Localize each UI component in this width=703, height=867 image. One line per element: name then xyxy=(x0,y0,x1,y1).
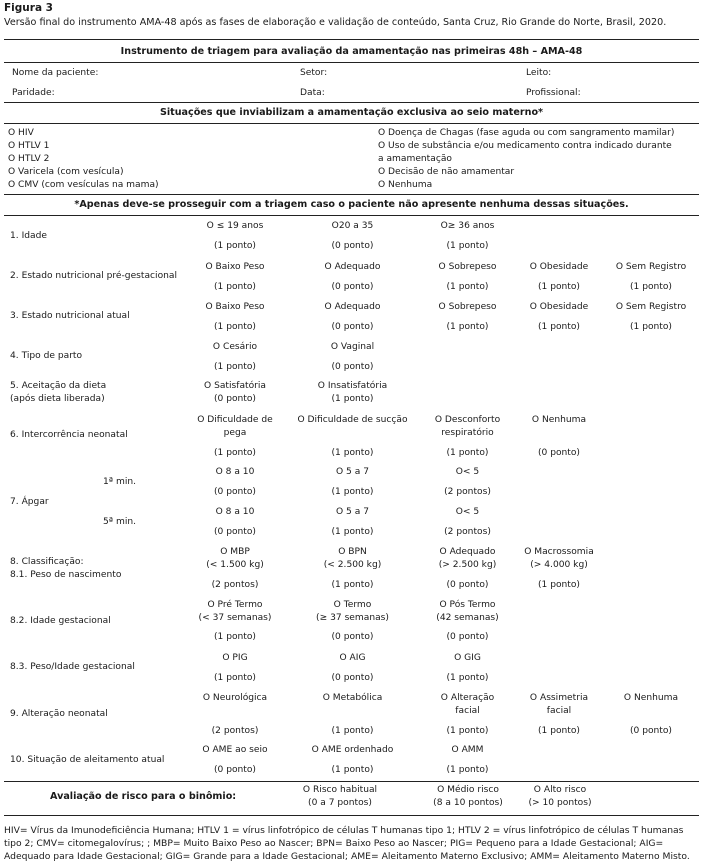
item-label: 8.3. Peso/Idade gestacional xyxy=(10,662,135,672)
points: (1 ponto) xyxy=(331,726,374,736)
option: (≥ 37 semanas) xyxy=(316,613,389,623)
item-label: 9. Alteração neonatal xyxy=(10,709,108,719)
apgar-min1-label: 1ª min. xyxy=(103,477,137,487)
option: O Insatisfatória xyxy=(317,381,388,391)
option: O 5 a 7 xyxy=(336,467,369,477)
figure-label: Figura 3 xyxy=(4,2,53,14)
rule xyxy=(4,194,699,195)
option: O≥ 36 anos xyxy=(440,221,495,231)
item-label: 3. Estado nutricional atual xyxy=(10,311,130,321)
points: (0 ponto) xyxy=(537,448,580,458)
points: (0 ponto) xyxy=(213,487,256,497)
item-label: 7. Ápgar xyxy=(10,497,49,507)
points: (2 pontos) xyxy=(211,580,259,590)
rule xyxy=(4,102,699,103)
option: O Dificuldade de sucção xyxy=(297,415,408,425)
option: O Adequado xyxy=(324,262,381,272)
option: O Sobrepeso xyxy=(438,302,497,312)
points: (0 ponto) xyxy=(446,580,489,590)
option: O Pré Termo xyxy=(207,600,263,610)
option: O Sobrepeso xyxy=(438,262,497,272)
option: O Cesário xyxy=(212,342,258,352)
option: O 8 a 10 xyxy=(215,507,255,517)
option: pega xyxy=(223,428,247,438)
points: (1 ponto) xyxy=(331,527,374,537)
option: respiratório xyxy=(441,428,494,438)
rule xyxy=(4,781,699,782)
risk-option: (8 a 10 pontos) xyxy=(433,798,503,808)
points: (1 ponto) xyxy=(537,322,580,332)
option: O Satisfatória xyxy=(204,381,266,391)
points: (0 ponto) xyxy=(213,527,256,537)
field-leito: Leito: xyxy=(526,68,552,78)
item-label: 4. Tipo de parto xyxy=(10,351,83,361)
points: (1 ponto) xyxy=(446,322,489,332)
situation-right: O Uso de substância e/ou medicamento contra indicado durante xyxy=(378,141,672,151)
field-data: Data: xyxy=(300,88,325,98)
points: (2 pontos) xyxy=(444,487,491,497)
situation-left: O CMV (com vesículas na mama) xyxy=(8,180,159,190)
points: (0 ponto) xyxy=(331,282,374,292)
field-paridade: Paridade: xyxy=(12,88,55,98)
points: (1 ponto) xyxy=(331,765,374,775)
situation-left: O Varicela (com vesícula) xyxy=(8,167,124,177)
item-label: 10. Situação de aleitamento atual xyxy=(10,755,165,765)
option: O ≤ 19 anos xyxy=(206,221,264,231)
item-label: 2. Estado nutricional pré-gestacional xyxy=(10,271,177,281)
points: (1 ponto) xyxy=(629,322,672,332)
rule-top xyxy=(4,39,699,40)
option: O Adequado xyxy=(324,302,381,312)
option: O Termo xyxy=(333,600,372,610)
points: (0 ponto) xyxy=(331,322,374,332)
points: (1 ponto) xyxy=(331,394,374,404)
points: (1 ponto) xyxy=(331,448,374,458)
option: O Baixo Peso xyxy=(205,302,265,312)
situation-left: O HTLV 2 xyxy=(8,154,50,164)
points: (1 ponto) xyxy=(446,726,489,736)
points: (1 ponto) xyxy=(629,282,672,292)
points: (1 ponto) xyxy=(331,580,374,590)
option: O PIG xyxy=(222,653,248,663)
option: (< 2.500 kg) xyxy=(323,560,382,570)
situation-left: O HIV xyxy=(8,128,34,138)
situation-right: O Nenhuma xyxy=(378,180,433,190)
option: O 8 a 10 xyxy=(215,467,255,477)
option: O Dificuldade de xyxy=(197,415,273,425)
option: O Nenhuma xyxy=(531,415,587,425)
rule xyxy=(4,215,699,216)
points: (1 ponto) xyxy=(537,580,580,590)
points: (1 ponto) xyxy=(213,448,256,458)
option: O Alteração xyxy=(440,693,495,703)
option: facial xyxy=(546,706,572,716)
option: O Pós Termo xyxy=(439,600,496,610)
points: (1 ponto) xyxy=(213,673,256,683)
item-label: 6. Intercorrência neonatal xyxy=(10,430,128,440)
option: O< 5 xyxy=(455,507,480,517)
rule-bottom xyxy=(4,815,699,816)
option: (< 37 semanas) xyxy=(198,613,272,623)
option: O< 5 xyxy=(455,467,480,477)
option: (42 semanas) xyxy=(436,613,499,623)
option: O Vaginal xyxy=(330,342,375,352)
option: O AIG xyxy=(339,653,366,663)
option: O GIG xyxy=(454,653,481,663)
option: O Assimetria xyxy=(529,693,589,703)
risk-option: O Alto risco xyxy=(533,785,587,795)
form-title: Instrumento de triagem para avaliação da amamentação nas primeiras 48h – AMA-48 xyxy=(120,46,583,57)
points: (0 ponto) xyxy=(331,632,374,642)
points: (1 ponto) xyxy=(446,765,489,775)
points: (1 ponto) xyxy=(213,241,256,251)
points: (0 ponto) xyxy=(213,394,256,404)
points: (1 ponto) xyxy=(537,726,580,736)
option: O AME ordenhado xyxy=(311,745,394,755)
situation-right: a amamentação xyxy=(378,154,452,164)
option: O20 a 35 xyxy=(331,221,374,231)
item-label: 5. Aceitação da dieta xyxy=(10,381,107,391)
rule xyxy=(4,123,699,124)
option: O Obesidade xyxy=(529,302,589,312)
item-label: 1. Idade xyxy=(10,231,47,241)
points: (1 ponto) xyxy=(446,673,489,683)
points: (1 ponto) xyxy=(331,487,374,497)
option: (< 1.500 kg) xyxy=(206,560,264,570)
apgar-min5-label: 5ª min. xyxy=(103,517,137,527)
points: (0 ponto) xyxy=(331,241,374,251)
option: facial xyxy=(455,706,480,716)
option: O AME ao seio xyxy=(202,745,268,755)
situation-right: O Doença de Chagas (fase aguda ou com sangramento mamilar) xyxy=(378,128,675,138)
option: O Metabólica xyxy=(322,693,383,703)
option: O Sem Registro xyxy=(615,302,687,312)
risk-label: Avaliação de risco para o binômio: xyxy=(50,791,237,802)
points: (0 ponto) xyxy=(331,362,374,372)
item-label: (após dieta liberada) xyxy=(10,394,105,404)
option: O Macrossomia xyxy=(524,547,594,557)
figure-caption: Versão final do instrumento AMA-48 após as fases de elaboração e validação de conteúdo, Santa Cruz, Rio Grande do Norte, Brasil, 2020. xyxy=(4,17,667,28)
option: O Adequado xyxy=(439,547,496,557)
points: (0 ponto) xyxy=(629,726,672,736)
screening-note: *Apenas deve-se prosseguir com a triagem caso o paciente não apresente nenhuma dessas situações. xyxy=(74,199,629,210)
points: (0 ponto) xyxy=(446,632,489,642)
situation-left: O HTLV 1 xyxy=(8,141,50,151)
points: (1 ponto) xyxy=(213,322,256,332)
abbreviations-footnote: HIV= Vírus da Imunodeficiência Humana; HTLV 1 = vírus linfotrópico de células T humanas tipo 1; HTLV 2 = vírus linfotrópico de células T humanas tipo 2; CMV= citomegalovírus; ; MBP= Muito Baixo Peso ao Nascer; BPN= Baixo Peso ao Nascer; PIG= Pequeno para a Idade Gestacional; AIG= Adequado para Idade Gestacional; GIG= Grande para a Idade Gestacional; AME= Aleitamento Materno Exclusivo; AMM= Aleitamento Materno Misto. xyxy=(4,825,690,862)
option: (> 4.000 kg) xyxy=(530,560,588,570)
points: (2 pontos) xyxy=(211,726,259,736)
item-label: 8.2. Idade gestacional xyxy=(10,616,111,626)
risk-option: O Médio risco xyxy=(437,785,499,795)
field-nome: Nome da paciente: xyxy=(12,68,99,78)
option: O Nenhuma xyxy=(623,693,679,703)
item-label: 8. Classificação: xyxy=(10,557,84,567)
field-profissional: Profissional: xyxy=(526,88,581,98)
situations-title: Situações que inviabilizam a amamentação exclusiva ao seio materno* xyxy=(159,107,544,118)
option: O BPN xyxy=(338,547,367,557)
option: O Obesidade xyxy=(529,262,589,272)
risk-option: O Risco habitual xyxy=(302,785,378,795)
item-label: 8.1. Peso de nascimento xyxy=(10,570,122,580)
option: O AMM xyxy=(451,745,484,755)
points: (1 ponto) xyxy=(213,632,256,642)
option: O Desconforto xyxy=(434,415,501,425)
rule xyxy=(4,62,699,63)
option: O 5 a 7 xyxy=(336,507,369,517)
option: O Baixo Peso xyxy=(205,262,265,272)
points: (1 ponto) xyxy=(213,362,256,372)
option: O Neurológica xyxy=(202,693,268,703)
points: (0 ponto) xyxy=(331,673,374,683)
option: (> 2.500 kg) xyxy=(438,560,497,570)
option: O MBP xyxy=(220,547,250,557)
points: (2 pontos) xyxy=(444,527,491,537)
points: (1 ponto) xyxy=(446,241,489,251)
points: (1 ponto) xyxy=(213,282,256,292)
points: (1 ponto) xyxy=(537,282,580,292)
points: (1 ponto) xyxy=(446,282,489,292)
field-setor: Setor: xyxy=(300,68,328,78)
points: (1 ponto) xyxy=(446,448,489,458)
option: O Sem Registro xyxy=(615,262,687,272)
situation-right: O Decisão de não amamentar xyxy=(378,167,515,177)
points: (0 ponto) xyxy=(213,765,256,775)
risk-option: (0 a 7 pontos) xyxy=(308,798,372,808)
risk-option: (> 10 pontos) xyxy=(528,798,592,808)
